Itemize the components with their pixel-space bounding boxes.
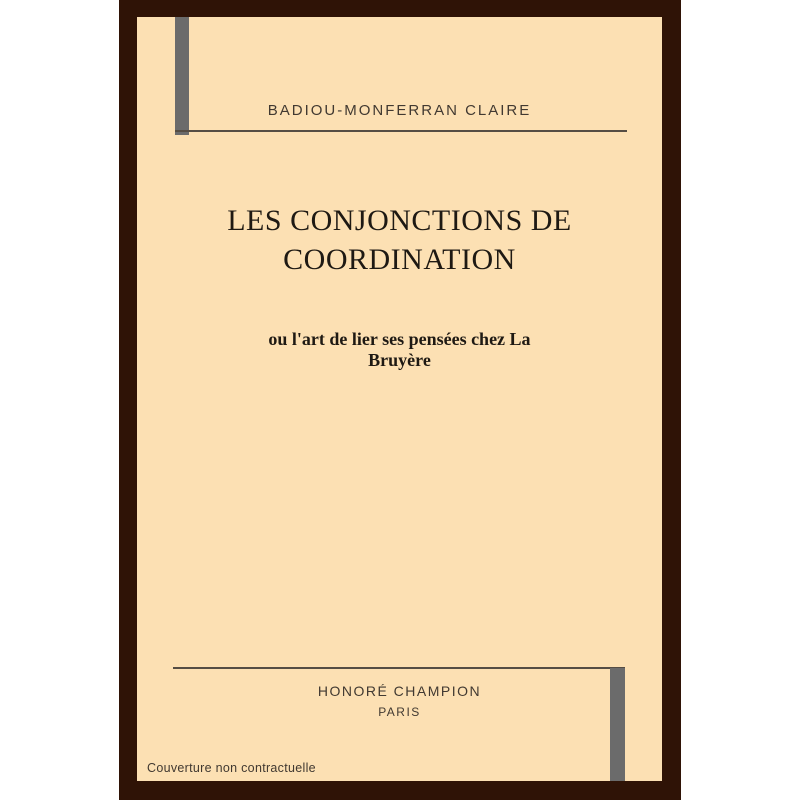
author-divider-line — [175, 130, 627, 132]
author-name: BADIOU-MONFERRAN CLAIRE — [267, 102, 532, 119]
book-subtitle — [137, 329, 662, 371]
publisher-name: HONORÉ CHAMPION — [317, 683, 482, 699]
cover-panel — [137, 17, 662, 781]
book-title — [137, 201, 662, 279]
book-title-line1: LES CONJONCTIONS DE — [227, 204, 572, 237]
publisher-city: PARIS — [378, 705, 421, 719]
publisher-divider-line — [173, 667, 625, 669]
book-subtitle-line2: Bruyère — [368, 350, 431, 370]
book-subtitle-line1: ou l'art de lier ses pensées chez La — [268, 329, 531, 349]
cover-disclaimer: Couverture non contractuelle — [147, 761, 316, 775]
book-cover — [119, 0, 681, 800]
book-title-line2: COORDINATION — [283, 243, 516, 276]
